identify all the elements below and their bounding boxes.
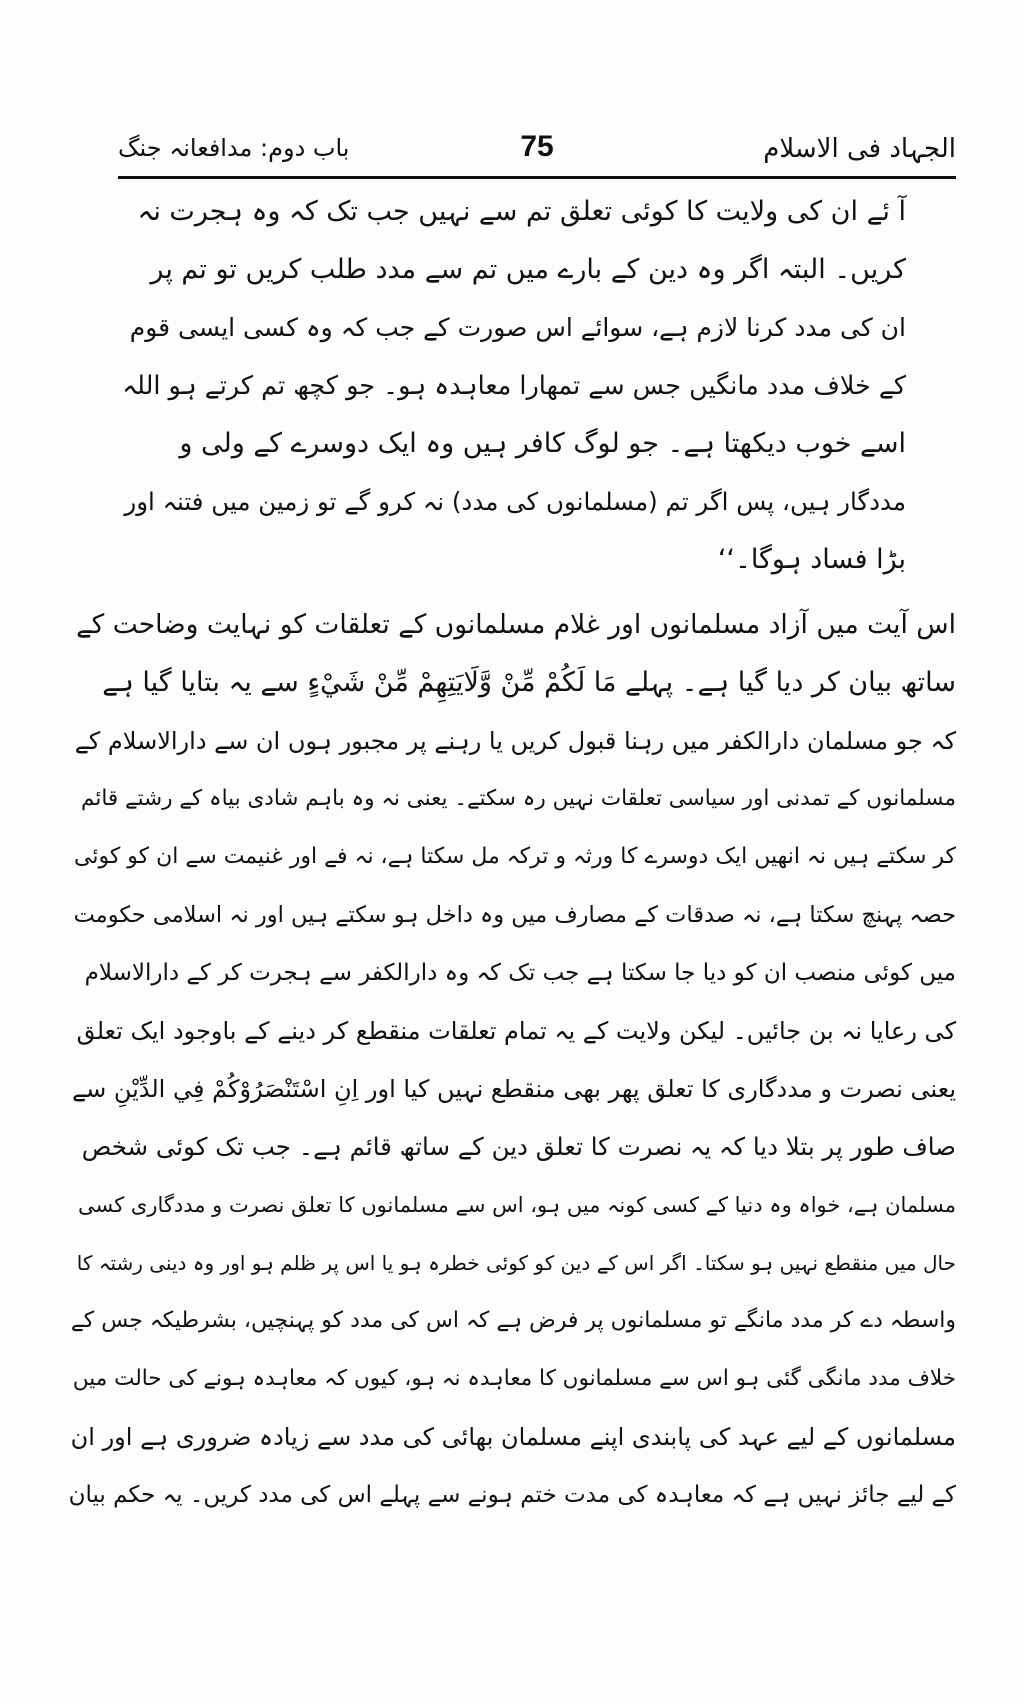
quote-line: آ ئے ان کی ولایت کا کوئی تعلق تم سے نہیں جب تک کہ وہ ہجرت نہ xyxy=(137,196,906,227)
body-line: کے لیے جائز نہیں ہے کہ معاہدہ کی مدت ختم ہونے سے پہلے اس کی مدد کریں۔ یہ حکم بیان xyxy=(68,1482,956,1508)
body-line: حال میں منقطع نہیں ہو سکتا۔ اگر اس کے دین کو کوئی خطرہ ہو یا اس پر ظلم ہو اور وہ دینی رشتہ کا xyxy=(76,1251,956,1275)
quote-line: ان کی مدد کرنا لازم ہے، سوائے اس صورت کے جب کہ وہ کسی ایسی قوم xyxy=(129,313,906,342)
page-header xyxy=(118,128,956,172)
quote-line: مددگار ہیں، پس اگر تم (مسلمانوں کی مدد) نہ کرو گے تو زمین میں فتنہ اور xyxy=(124,487,906,516)
body-line: اس آیت میں آزاد مسلمانوں اور غلام مسلمانوں کے تعلقات کو نہایت وضاحت کے xyxy=(76,609,956,640)
body-line: میں کوئی منصب ان کو دیا جا سکتا ہے جب تک کہ وہ دارالکفر سے ہجرت کر کے دارالاسلام xyxy=(84,960,956,986)
quote-line: کریں۔ البتہ اگر وہ دین کے بارے میں تم سے مدد طلب کریں تو تم پر xyxy=(150,254,906,285)
quote-line: کے خلاف مدد مانگیں جس سے تمھارا معاہدہ ہو۔ جو کچھ تم کرتے ہو اللہ xyxy=(122,371,906,401)
body-line: حصہ پہنچ سکتا ہے، نہ صدقات کے مصارف میں وہ داخل ہو سکتے ہیں اور نہ اسلامی حکومت xyxy=(73,902,956,928)
body-line: واسطہ دے کر مدد مانگے تو مسلمانوں پر فرض ہے کہ اس کی مدد کو پہنچیں، بشرطیکہ جس کے xyxy=(70,1308,956,1333)
body-line: کر سکتے ہیں نہ انھیں ایک دوسرے کا ورثہ و ترکہ مل سکتا ہے، نہ فے اور غنیمت سے ان کو کوئی xyxy=(74,844,956,869)
body-line: مسلمانوں کے لیے عہد کی پابندی اپنے مسلمان بھائی کی مدد سے زیادہ ضروری ہے اور ان xyxy=(70,1423,956,1451)
body-line: مسلمان ہے، خواہ وہ دنیا کے کسی کونہ میں ہو، اس سے مسلمانوں کا تعلق نصرت و مددگاری کسی xyxy=(77,1193,956,1217)
page-number: 75 xyxy=(520,130,554,163)
body-line: خلاف مدد مانگی گئی ہو اس سے مسلمانوں کا معاہدہ نہ ہو، کیوں کہ معاہدہ ہونے کی حالت میں xyxy=(72,1366,956,1391)
body-line: کہ جو مسلمان دارالکفر میں رہنا قبول کریں یا رہنے پر مجبور ہوں ان سے دارالاسلام کے xyxy=(74,727,956,755)
body-line: کی رعایا نہ بن جائیں۔ لیکن ولایت کے یہ تمام تعلقات منقطع کر دینے کے باوجود ایک تعلق xyxy=(76,1017,956,1045)
body-line: مسلمانوں کے تمدنی اور سیاسی تعلقات نہیں رہ سکتے۔ یعنی نہ وہ باہم شادی بیاہ کے رشتے قائم xyxy=(81,786,956,811)
quote-line: بڑا فساد ہوگا۔‘‘ xyxy=(717,544,906,575)
book-title: الجہاد فی الاسلام xyxy=(763,134,956,164)
body-line: ساتھ بیان کر دیا گیا ہے۔ پہلے مَا لَكُمْ مِّنْ وَّلَايَتِهِمْ مِّنْ شَيْءٍ سے یہ بتایا گیا ہے xyxy=(102,667,956,698)
quote-line: اسے خوب دیکھتا ہے۔ جو لوگ کافر ہیں وہ ایک دوسرے کے ولی و xyxy=(179,428,906,459)
body-line: صاف طور پر بتلا دیا کہ یہ نصرت کا تعلق دین کے ساتھ قائم ہے۔ جب تک کوئی شخص xyxy=(81,1132,956,1161)
chapter-title: باب دوم: مدافعانہ جنگ xyxy=(118,134,350,162)
header-divider xyxy=(118,176,956,179)
body-line: یعنی نصرت و مددگاری کا تعلق پھر بھی منقطع نہیں کیا اور اِنِ اسْتَنْصَرُوْكُمْ فِي الدِّيْنِ سے xyxy=(72,1075,956,1103)
